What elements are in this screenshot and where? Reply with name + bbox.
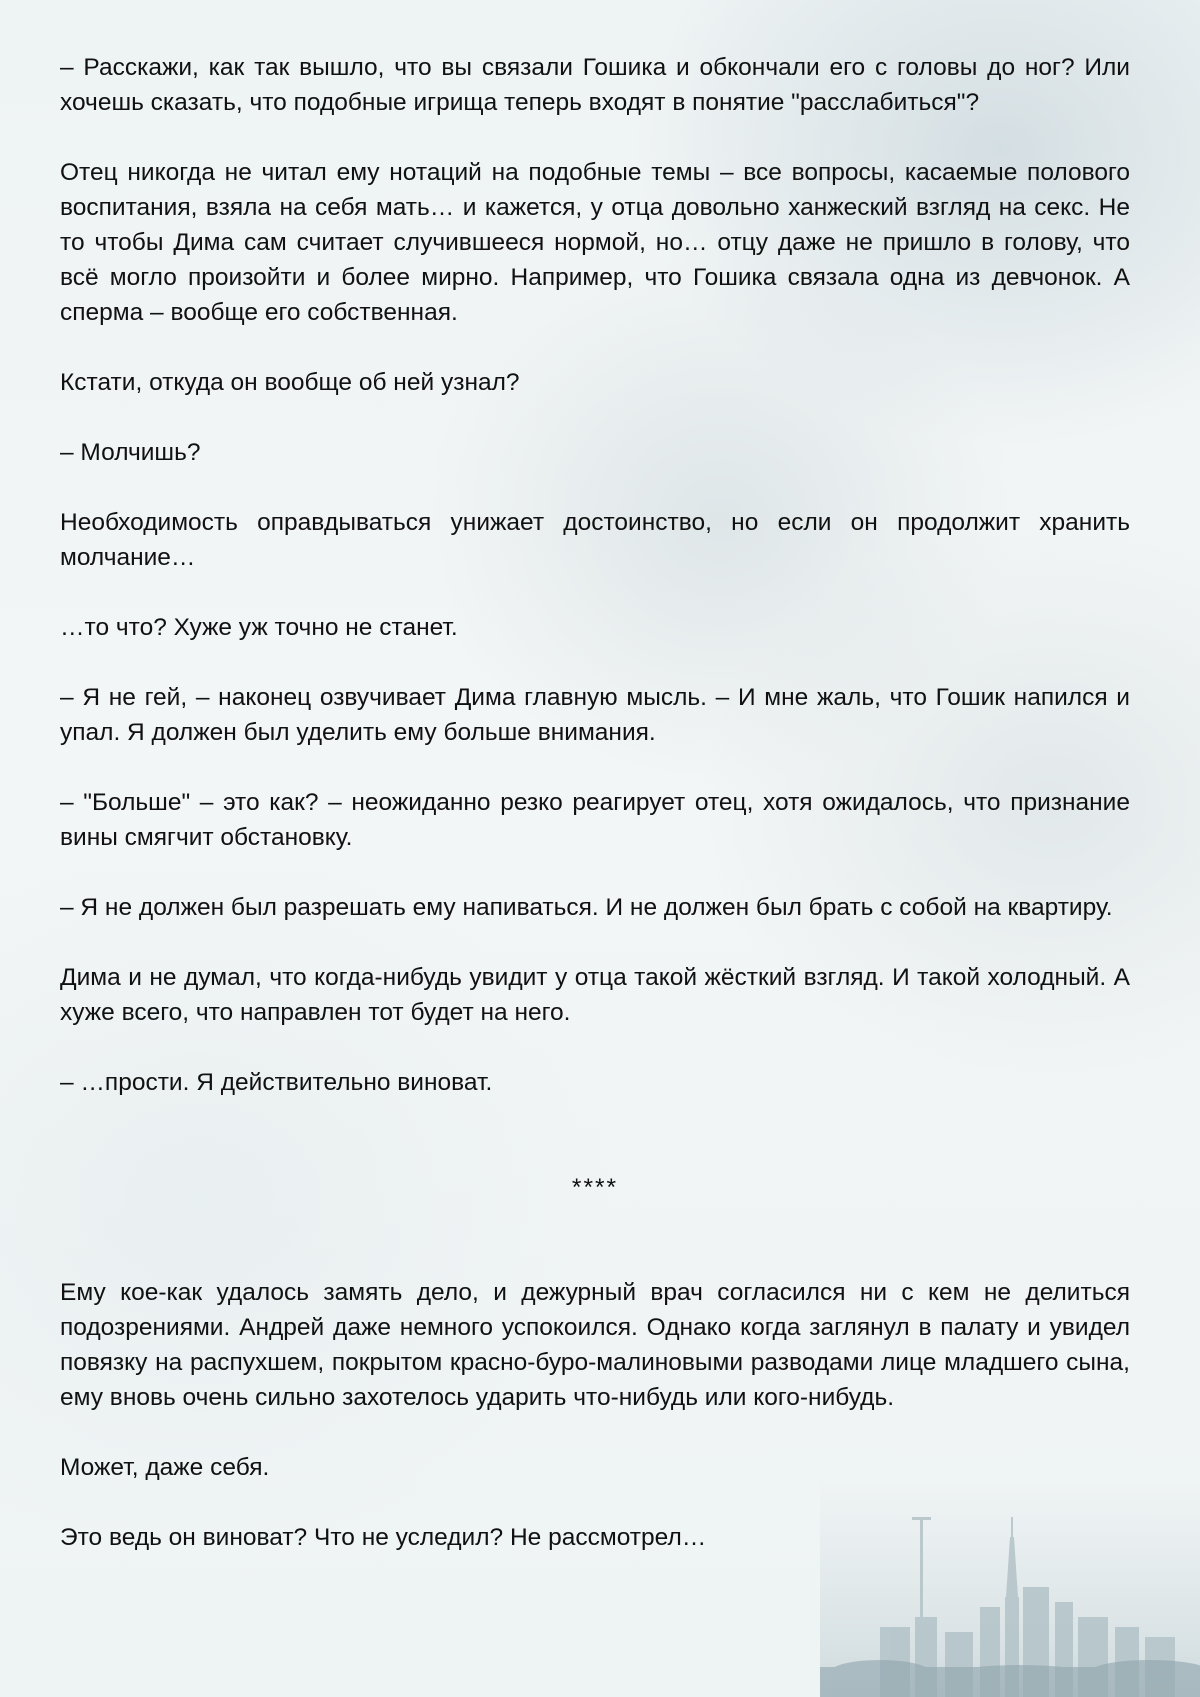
paragraph: – Я не должен был разрешать ему напиваться. И не должен был брать с собой на квартиру. [60,894,1113,921]
paragraph: – Молчишь? [60,439,201,466]
paragraph: – …прости. Я действительно виноват. [60,1069,493,1096]
paragraph: – Расскажи, как так вышло, что вы связали Гошика и обкончали его с головы до ног? Или хочешь сказать, что подобные игрища теперь входят в понятие "расслабиться"? [60,54,1130,116]
paragraph: …то что? Хуже уж точно не станет. [60,614,458,641]
paragraph: – Я не гей, – наконец озвучивает Дима главную мысль. – И мне жаль, что Гошик напился и упал. Я должен был уделить ему больше внимания. [60,684,1130,746]
paragraph: – "Больше" – это как? – неожиданно резко реагирует отец, хотя ожидалось, что признание вины смягчит обстановку. [60,789,1130,851]
paragraph: Необходимость оправдываться унижает достоинство, но если он продолжит хранить молчание… [60,509,1130,571]
paragraph: Отец никогда не читал ему нотаций на подобные темы – все вопросы, касаемые полового воспитания, взяла на себя мать… и кажется, у отца довольно ханжеский взгляд на секс. Не то чтобы Дима сам считает случившееся нормой, но… отцу даже не пришло в голову, что всё могло произойти и более мирно. Например, что Гошика связала одна из девчонок. А сперма – вообще его собственная. [60,159,1130,326]
paragraph: Может, даже себя. [60,1454,270,1481]
paragraph: Кстати, откуда он вообще об ней узнал? [60,369,520,396]
section-separator: **** [571,1174,619,1201]
paragraph: Ему кое-как удалось замять дело, и дежурный врач согласился ни с кем не делиться подозрениями. Андрей даже немного успокоился. Однако когда заглянул в палату и увидел повязку на распухшем, покрытом красно-буро-малиновыми разводами лице младшего сына, ему вновь очень сильно захотелось ударить что-нибудь или кого-нибудь. [60,1279,1130,1411]
story-text [60,50,1130,1590]
paragraph: Это ведь он виноват? Что не уследил? Не рассмотрел… [60,1524,707,1551]
paragraph: Дима и не думал, что когда-нибудь увидит у отца такой жёсткий взгляд. И такой холодный. А хуже всего, что направлен тот будет на него. [60,964,1130,1026]
